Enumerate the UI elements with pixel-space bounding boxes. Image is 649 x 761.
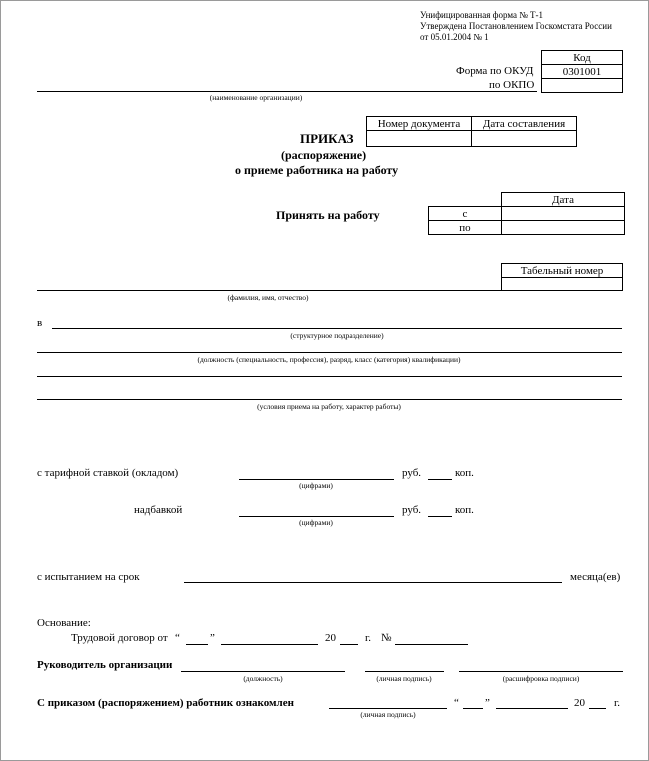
tabel-number-header-label: Табельный номер [520, 264, 604, 277]
head-position-field[interactable] [181, 671, 345, 672]
contract-quote-close: ” [210, 632, 215, 644]
position-field[interactable] [37, 352, 622, 353]
bonus-rub-field[interactable] [239, 516, 394, 517]
contract-label: Трудовой договор от [71, 632, 168, 644]
tabel-number-field[interactable] [501, 277, 623, 291]
doc-date-header-label: Дата составления [482, 117, 566, 130]
ack-year-prefix: 20 [574, 697, 585, 709]
order-subtitle: (распоряжение) [281, 148, 367, 162]
hire-to-label-cell [428, 220, 502, 235]
hire-from-label: с [462, 207, 468, 220]
head-signature-field[interactable] [365, 671, 444, 672]
contract-quote-open: “ [175, 632, 180, 644]
bonus-kop-field[interactable] [428, 516, 452, 517]
tabel-number-header [501, 263, 623, 278]
doc-date-header [471, 116, 577, 131]
okud-code-cell[interactable] [541, 64, 623, 79]
tariff-rub-label: руб. [402, 467, 422, 479]
probation-unit: месяца(ев) [570, 571, 621, 583]
hire-date-header [501, 192, 625, 207]
contract-year-field[interactable] [340, 644, 358, 645]
organization-caption: (наименование организации) [209, 93, 303, 102]
contract-year-prefix: 20 [325, 632, 336, 644]
kod-header-label: Код [573, 51, 591, 64]
hire-label: Принять на работу [276, 208, 380, 222]
tariff-rate-kop-field[interactable] [428, 479, 452, 480]
bonus-digits-caption: (цифрами) [299, 518, 333, 527]
position-caption: (должность (специальность, профессия), разряд, класс (категория) квалификации) [197, 355, 461, 364]
position-field-line2[interactable] [37, 376, 622, 377]
form-header-line3: от 05.01.2004 № 1 [420, 32, 489, 42]
contract-month-field[interactable] [221, 644, 318, 645]
okpo-code-cell[interactable] [541, 78, 623, 93]
probation-period-field[interactable] [184, 582, 562, 583]
head-decode-caption: (расшифровка подписи) [502, 674, 580, 683]
order-purpose: о приеме работника на работу [235, 163, 399, 177]
ack-quote-open: “ [454, 697, 459, 709]
kod-header [541, 50, 623, 65]
hire-from-date-field[interactable] [501, 206, 625, 221]
okud-label: Форма по ОКУД [456, 65, 534, 77]
doc-number-field[interactable] [366, 130, 472, 147]
tariff-digits-caption: (цифрами) [299, 481, 333, 490]
ack-label: С приказом (распоряжением) работник ознакомлен [37, 697, 294, 709]
okud-code-value: 0301001 [562, 65, 602, 78]
head-signature-caption: (личная подпись) [376, 674, 432, 683]
head-label: Руководитель организации [37, 659, 173, 671]
doc-number-header-label: Номер документа [377, 117, 461, 130]
hire-from-label-cell [428, 206, 502, 221]
ack-signature-caption: (личная подпись) [360, 710, 416, 719]
ack-month-field[interactable] [496, 708, 568, 709]
doc-number-header [366, 116, 472, 131]
structural-unit-caption: (структурное подразделение) [290, 331, 384, 340]
tariff-kop-label: коп. [455, 467, 474, 479]
fio-caption: (фамилия, имя, отчество) [227, 293, 309, 302]
form-header-line1: Унифицированная форма № Т-1 [420, 10, 544, 20]
form-header-line2: Утверждена Постановлением Госкомстата России [420, 21, 612, 31]
order-title: ПРИКАЗ [300, 131, 354, 146]
organization-field[interactable] [37, 91, 537, 92]
okpo-label: по ОКПО [489, 79, 535, 91]
contract-number-field[interactable] [395, 644, 468, 645]
ack-signature-field[interactable] [329, 708, 447, 709]
conditions-caption: (условия приема на работу, характер работы) [257, 402, 401, 411]
contract-number-label: № [381, 632, 392, 644]
tariff-rate-label: с тарифной ставкой (окладом) [37, 467, 179, 479]
bonus-kop-label: коп. [455, 504, 474, 516]
tariff-rate-rub-field[interactable] [239, 479, 394, 480]
structural-unit-field[interactable] [52, 328, 622, 329]
ack-quote-close: ” [485, 697, 490, 709]
ack-year-suffix: г. [614, 697, 621, 709]
ack-year-field[interactable] [589, 708, 606, 709]
probation-label: с испытанием на срок [37, 571, 140, 583]
hire-date-header-label: Дата [552, 193, 574, 206]
unit-prefix: в [37, 317, 43, 329]
basis-label: Основание: [37, 617, 91, 629]
hire-to-label: по [459, 221, 471, 234]
head-decode-field[interactable] [459, 671, 623, 672]
contract-year-suffix: г. [365, 632, 372, 644]
head-position-caption: (должность) [243, 674, 283, 683]
ack-day-field[interactable] [463, 708, 483, 709]
hire-to-date-field[interactable] [501, 220, 625, 235]
doc-date-field[interactable] [471, 130, 577, 147]
bonus-label: надбавкой [134, 504, 183, 516]
contract-day-field[interactable] [186, 644, 208, 645]
fio-field[interactable] [37, 290, 501, 291]
conditions-field[interactable] [37, 399, 622, 400]
bonus-rub-label: руб. [402, 504, 422, 516]
